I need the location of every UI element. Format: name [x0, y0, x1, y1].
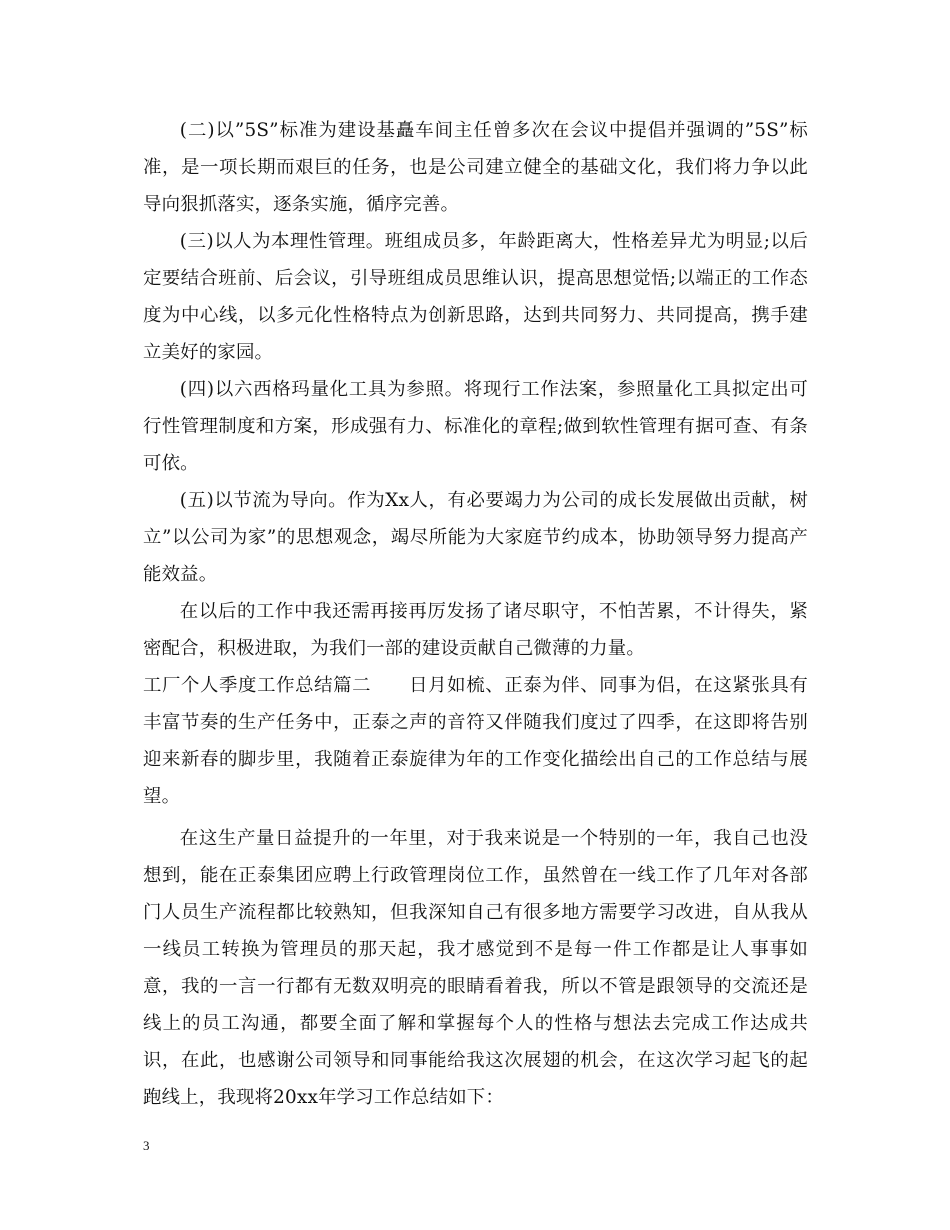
page-number: 3	[143, 1138, 150, 1153]
document-body	[143, 112, 808, 1116]
paragraph-year-summary: 在这生产量日益提升的一年里，对于我来说是一个特别的一年，我自己也没想到，能在正泰集团应聘上行政管理岗位工作，虽然曾在一线工作了几年对各部门人员生产流程都比较熟知，但我深知自己有很多地方需要学习改进，自从我从一线员工转换为管理员的那天起，我才感觉到不是每一件工作都是让人事事如意，我的一言一行都有无数双明亮的眼睛看着我，所以不管是跟领导的交流还是线上的员工沟通，都要全面了解和掌握每个人的性格与想法去完成工作达成共识，在此，也感谢公司领导和同事能给我这次展翅的机会，在这次学习起飞的起跑线上，我现将20xx年学习工作总结如下：	[143, 828, 808, 1108]
paragraph-5s-standard: (二)以”5S”标准为建设基矗车间主任曾多次在会议中提倡并强调的”5S”标准，是一项长期而艰巨的任务，也是公司建立健全的基础文化，我们将力争以此导向狠抓落实，逐条实施，循序完善。	[143, 120, 808, 215]
paragraph-cost-saving: (五)以节流为导向。作为Xx人，有必要竭力为公司的成长发展做出贡献，树立”以公司为家”的思想观念，竭尽所能为大家庭节约成本，协助领导努力提高产能效益。	[143, 490, 808, 585]
section-heading-part-two: 工厂个人季度工作总结篇二 日月如梳、正泰为伴、同事为侣，在这紧张具有丰富节奏的生产任务中，正泰之声的音符又伴随我们度过了四季，在这即将告别迎来新春的脚步里，我随着正泰旋律为年的工作变化描绘出自己的工作总结与展望。	[143, 675, 808, 807]
paragraph-future-work: 在以后的工作中我还需再接再厉发扬了诸尽职守，不怕苦累，不计得失，紧密配合，积极进取，为我们一部的建设贡献自己微薄的力量。	[143, 601, 808, 659]
paragraph-people-oriented: (三)以人为本理性管理。班组成员多，年龄距离大，性格差异尤为明显;以后定要结合班前、后会议，引导班组成员思维认识，提高思想觉悟;以端正的工作态度为中心线，以多元化性格特点为创新思路，达到共同努力、共同提高，携手建立美好的家园。	[143, 231, 808, 363]
paragraph-six-sigma: (四)以六西格玛量化工具为参照。将现行工作法案，参照量化工具拟定出可行性管理制度和方案，形成强有力、标准化的章程;做到软性管理有据可查、有条可依。	[143, 379, 808, 474]
